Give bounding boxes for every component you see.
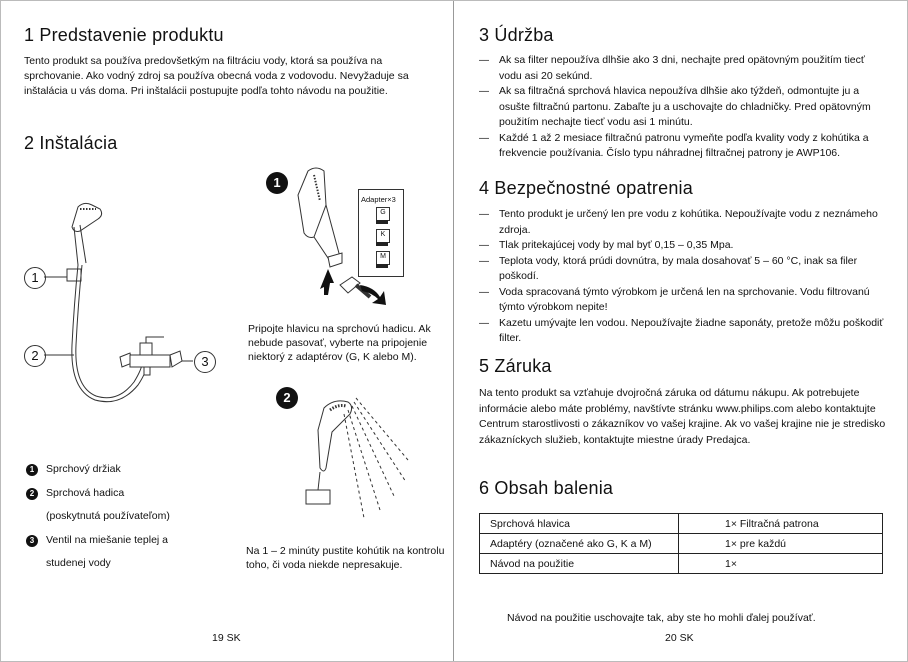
footer-note: Návod na použitie uschovajte tak, aby ste ho mohli ďalej používať. bbox=[507, 612, 816, 624]
rotate-arrow-icon bbox=[360, 285, 386, 305]
callout-3: 3 bbox=[194, 351, 216, 373]
list-item: — Teplota vody, ktorá prúdi dovnútra, by mala dosahovať 5 – 60 °C, inak sa filer poškodí. bbox=[487, 254, 889, 285]
list-item: — Ak sa filter nepoužíva dlhšie ako 3 dni, nechajte pred opätovným použitím tiecť vodu asi 20 sekúnd. bbox=[487, 53, 887, 84]
section-title-package-contents: 6 Obsah balenia bbox=[479, 478, 614, 498]
shower-holder-illustration bbox=[67, 269, 81, 281]
page-number-left: 19 SK bbox=[212, 632, 241, 644]
arrow-up-icon bbox=[320, 269, 334, 295]
callout-2: 2 bbox=[24, 345, 46, 367]
shower-head-illustration bbox=[72, 203, 102, 265]
legend-item: 3 Ventil na miešanie teplej a bbox=[26, 529, 226, 553]
adapter-box bbox=[358, 189, 404, 277]
legend-item: 2 Sprchová hadica bbox=[26, 482, 226, 506]
page-number-right: 20 SK bbox=[665, 632, 694, 644]
maintenance-list bbox=[487, 53, 887, 162]
package-contents-table bbox=[479, 513, 883, 574]
adapter-k-icon: K bbox=[376, 229, 390, 243]
step-1-text: Pripojte hlavicu na sprchovú hadicu. Ak nebude pasovať, vyberte na pripojenie niektorý z adaptérov (G, K alebo M). bbox=[248, 323, 431, 363]
section-title-warranty: 5 Záruka bbox=[479, 356, 552, 376]
intro-text: Tento produkt sa používa predovšetkým na filtráciu vody, ktorá sa používa na sprchovanie. Ako vodný zdroj sa používa obecná voda z vodovodu. Nevyžaduje sa inštalácia u vás doma. Pri inštalácii postupujte podľa tohto návodu na použitie. bbox=[24, 55, 409, 97]
table-cell: 1× pre každú bbox=[679, 534, 883, 554]
section-title-safety: 4 Bezpečnostné opatrenia bbox=[479, 178, 693, 198]
safety-list bbox=[487, 207, 889, 347]
list-item: — Tlak pritekajúcej vody by mal byť 0,15 – 0,35 Mpa. bbox=[487, 238, 889, 254]
shower-installation-diagram bbox=[20, 195, 225, 415]
list-item: — Kazetu umývajte len vodou. Nepoužívajte žiadne saponáty, pretože môžu poškodiť filter. bbox=[487, 316, 889, 347]
legend-item: (poskytnutá používateľom) bbox=[46, 510, 170, 522]
step-2-illustration bbox=[298, 390, 410, 522]
section-title-intro: 1 Predstavenie produktu bbox=[24, 25, 224, 45]
list-item: — Každé 1 až 2 mesiace filtračnú patronu vymeňte podľa kvality vody z kohútika a frekvencie používania. Číslo typu náhradnej filtračnej patrony je AWP106. bbox=[487, 131, 887, 162]
shower-hose-illustration bbox=[72, 265, 146, 402]
step-2-text: Na 1 – 2 minúty pustite kohútik na kontrolu toho, či voda niekde nepresakuje. bbox=[246, 545, 445, 571]
table-row bbox=[480, 534, 883, 554]
callout-1: 1 bbox=[24, 267, 46, 289]
list-item: — Voda spracovaná týmto výrobkom je určená len na sprchovanie. Vodu filtrovanú týmto výrobkom nepite! bbox=[487, 285, 889, 316]
list-item: — Ak sa filtračná sprchová hlavica nepoužíva dlhšie ako týždeň, odmontujte ju a osušte filtračnú partonu. Zabaľte ju a uschovajte do chladničky. Pred opätovným použitím nechajte tiecť vodu asi 1 minútu. bbox=[487, 84, 887, 131]
legend-item: 1 Sprchový držiak bbox=[26, 458, 226, 482]
table-row bbox=[480, 554, 883, 574]
right-page bbox=[455, 0, 908, 662]
table-cell: 1× Filtračná patrona bbox=[679, 514, 883, 534]
table-cell: 1× bbox=[679, 554, 883, 574]
mixing-valve-illustration bbox=[120, 337, 182, 375]
adapter-m-icon: M bbox=[376, 251, 390, 265]
table-row bbox=[480, 514, 883, 534]
list-item: — Tento produkt je určený len pre vodu z kohútika. Nepoužívajte vodu z neznámeho zdroja. bbox=[487, 207, 889, 238]
legend-item: studenej vody bbox=[46, 557, 111, 569]
parts-legend bbox=[26, 458, 226, 576]
adapter-box-title: Adapter×3 bbox=[361, 195, 396, 204]
step-2-badge: 2 bbox=[276, 387, 298, 409]
table-cell: Adaptéry (označené ako G, K a M) bbox=[480, 534, 679, 554]
warranty-text: Na tento produkt sa vzťahuje dvojročná záruka od dátumu nákupu. Ak potrebujete informácie alebo máte problémy, navštívte stránku www.philips.com alebo kontaktujte Centrum starostlivosti o zákazníkov vo vašej krajine. Ak vo vašej krajine nie je stredisko zákazníckych služieb, kontaktujte miestne úrady Predajca. bbox=[479, 387, 886, 446]
table-cell: Sprchová hlavica bbox=[480, 514, 679, 534]
adapter-g-icon: G bbox=[376, 207, 390, 221]
table-cell: Návod na použitie bbox=[480, 554, 679, 574]
section-title-maintenance: 3 Údržba bbox=[479, 25, 554, 45]
step-1-badge: 1 bbox=[266, 172, 288, 194]
section-title-installation: 2 Inštalácia bbox=[24, 133, 118, 153]
